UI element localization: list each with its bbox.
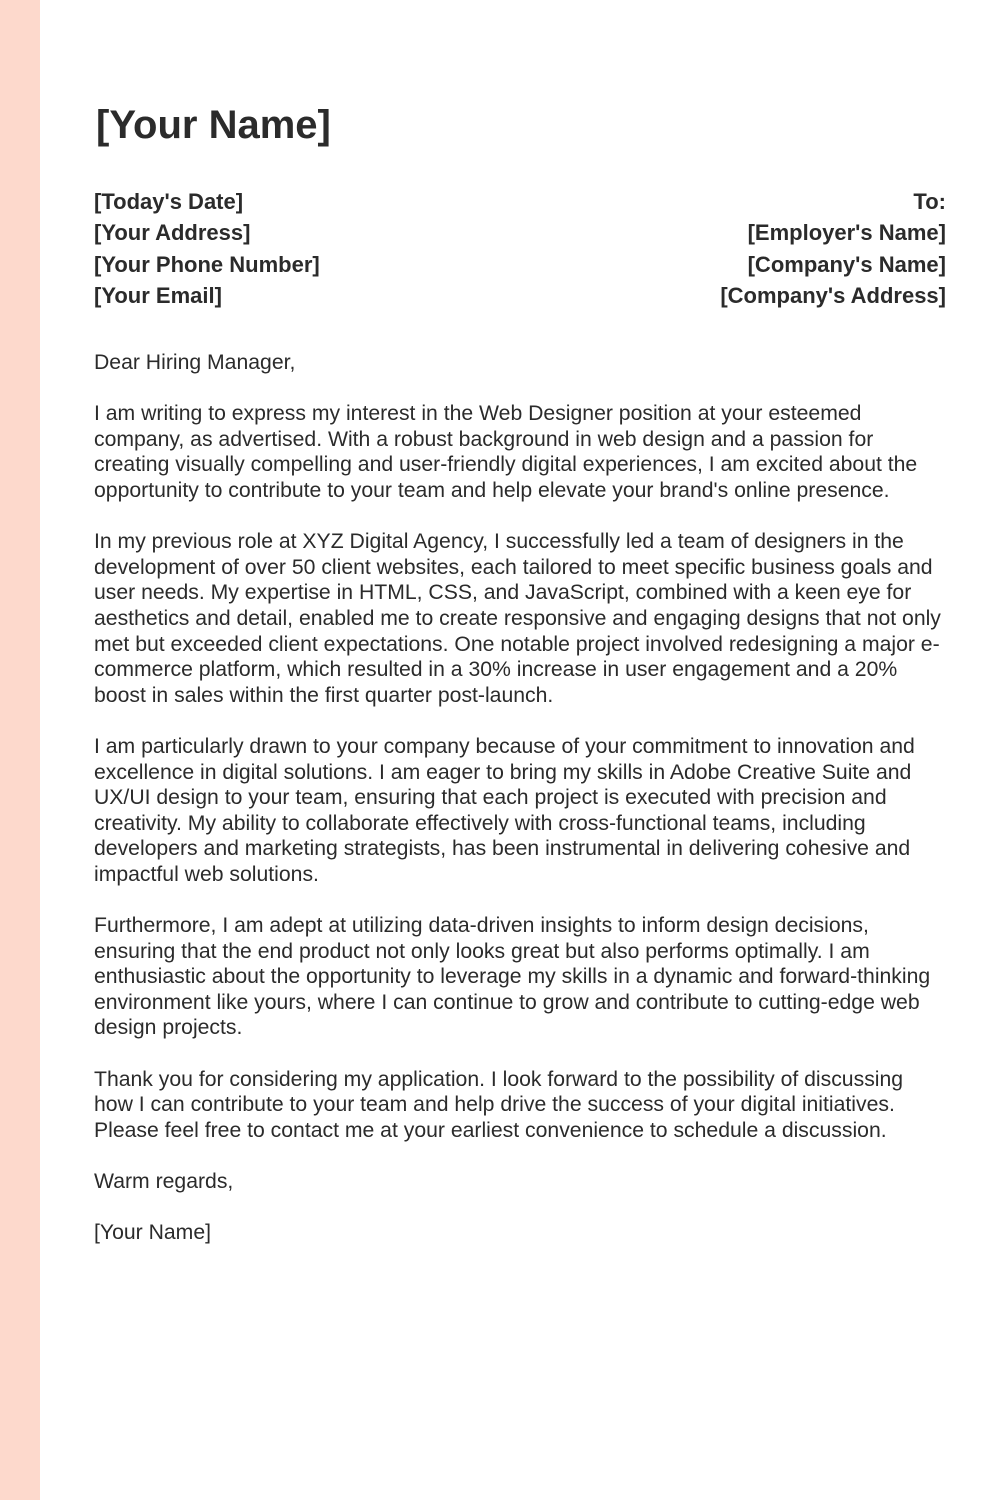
recipient-company-address: [Company's Address] bbox=[720, 283, 946, 309]
body-paragraph: Furthermore, I am adept at utilizing data-driven insights to inform design decisions, ensuring that the end product not only looks great but also performs optimally. I am enthusiastic about the opportunity to leverage my skills in a dynamic and forward-thinking environment like yours, where I can continue to grow and contribute to cutting-edge web design projects. bbox=[94, 914, 931, 1040]
recipient-company-name: [Company's Name] bbox=[747, 251, 946, 277]
body-paragraph: I am writing to express my interest in the Web Designer position at your esteemed company, as advertised. With a robust background in web design and a passion for creating visually compelling and user-friendly digital experiences, I am excited about the opportunity to contribute to your team and help elevate your brand's online presence. bbox=[94, 402, 918, 502]
sender-phone: [Your Phone Number] bbox=[94, 251, 320, 277]
sender-date: [Today's Date] bbox=[94, 189, 244, 214]
sender-address: [Your Address] bbox=[94, 220, 251, 246]
sender-details bbox=[94, 186, 320, 312]
salutation: Dear Hiring Manager, bbox=[94, 351, 296, 374]
closing: Warm regards, bbox=[94, 1170, 234, 1193]
sender-email: [Your Email] bbox=[94, 283, 222, 309]
recipient-details bbox=[720, 186, 946, 312]
recipient-employer-name: [Employer's Name] bbox=[747, 220, 946, 246]
contact-block bbox=[94, 186, 946, 312]
applicant-name-heading: [Your Name] bbox=[96, 103, 331, 147]
body-paragraph: Thank you for considering my application. I look forward to the possibility of discussing how I can contribute to your team and help drive the success of your digital initiatives. Please feel free to contact me at your earliest convenience to schedule a discussion. bbox=[94, 1067, 904, 1142]
recipient-to-label: To: bbox=[913, 189, 946, 214]
body-paragraph: In my previous role at XYZ Digital Agency, I successfully led a team of designers in the development of over 50 client websites, each tailored to meet specific business goals and user needs. My expertise in HTML, CSS, and JavaScript, combined with a keen eye for aesthetics and detail, enabled me to create responsive and engaging designs that not only met but exceeded client expectations. One notable project involved redesigning a major e-commerce platform, which resulted in a 30% increase in user engagement and a 20% boost in sales within the first quarter post-launch. bbox=[94, 530, 941, 707]
body-paragraph: I am particularly drawn to your company because of your commitment to innovation and excellence in digital solutions. I am eager to bring my skills in Adobe Creative Suite and UX/UI design to your team, ensuring that each project is executed with precision and creativity. My ability to collaborate effectively with cross-functional teams, including developers and marketing strategists, has been instrumental in delivering cohesive and impactful web solutions. bbox=[94, 734, 915, 886]
accent-bar bbox=[0, 0, 40, 1500]
signature: [Your Name] bbox=[94, 1221, 211, 1245]
letter-body bbox=[94, 350, 946, 1271]
